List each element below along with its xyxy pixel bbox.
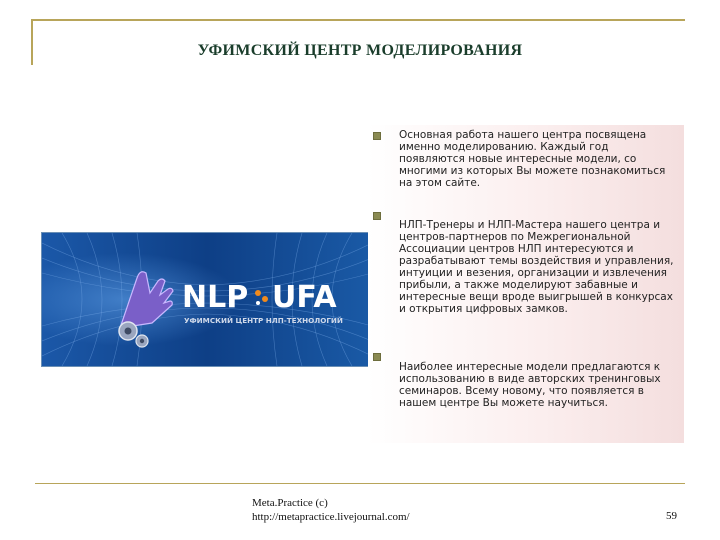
bullet-square-icon [373,353,381,361]
banner-graphic [42,233,372,366]
bullet-square-icon [373,132,381,140]
banner-subtitle: УФИМСКИЙ ЦЕНТР НЛП-ТЕХНОЛОГИЙ [184,316,343,325]
footer-copyright: Meta.Practice (c) [252,497,328,509]
bullet-text: Основная работа нашего центра посвящена именно моделированию. Каждый год появляются новые интересные модели, со многими из которых Вы можете познакомиться на этом сайте. [399,129,666,189]
logo-text-left: NLP [182,280,249,315]
bullet-text: НЛП-Тренеры и НЛП-Мастера нашего центра и центров-партнеров по Межрегиональной Ассоциации центров НЛП интересуются и разрабатывают темы воздействия и управления, интуиции и везения, организации и извлечения прибыли, а также моделируют забавные и интересные вещи вроде выигрышей в конкурсах и открытия цифровых замков. [399,219,674,315]
bullet-square-icon [373,212,381,220]
page-number: 59 [666,510,677,522]
frame-top-line [33,19,685,21]
slide-title: УФИМСКИЙ ЦЕНТР МОДЕЛИРОВАНИЯ [197,42,523,59]
footer-rule [35,483,685,484]
footer-link[interactable]: http://metapractice.livejournal.com/ [252,511,410,523]
logo-text-right: UFA [272,280,337,315]
footer-credits [252,496,410,524]
bullet-text: Наиболее интересные модели предлагаются к использованию в виде авторских тренинговых семинаров. Всему новому, что появляется в нашем центре Вы можете научиться. [399,361,661,409]
nlp-ufa-banner [41,232,373,367]
